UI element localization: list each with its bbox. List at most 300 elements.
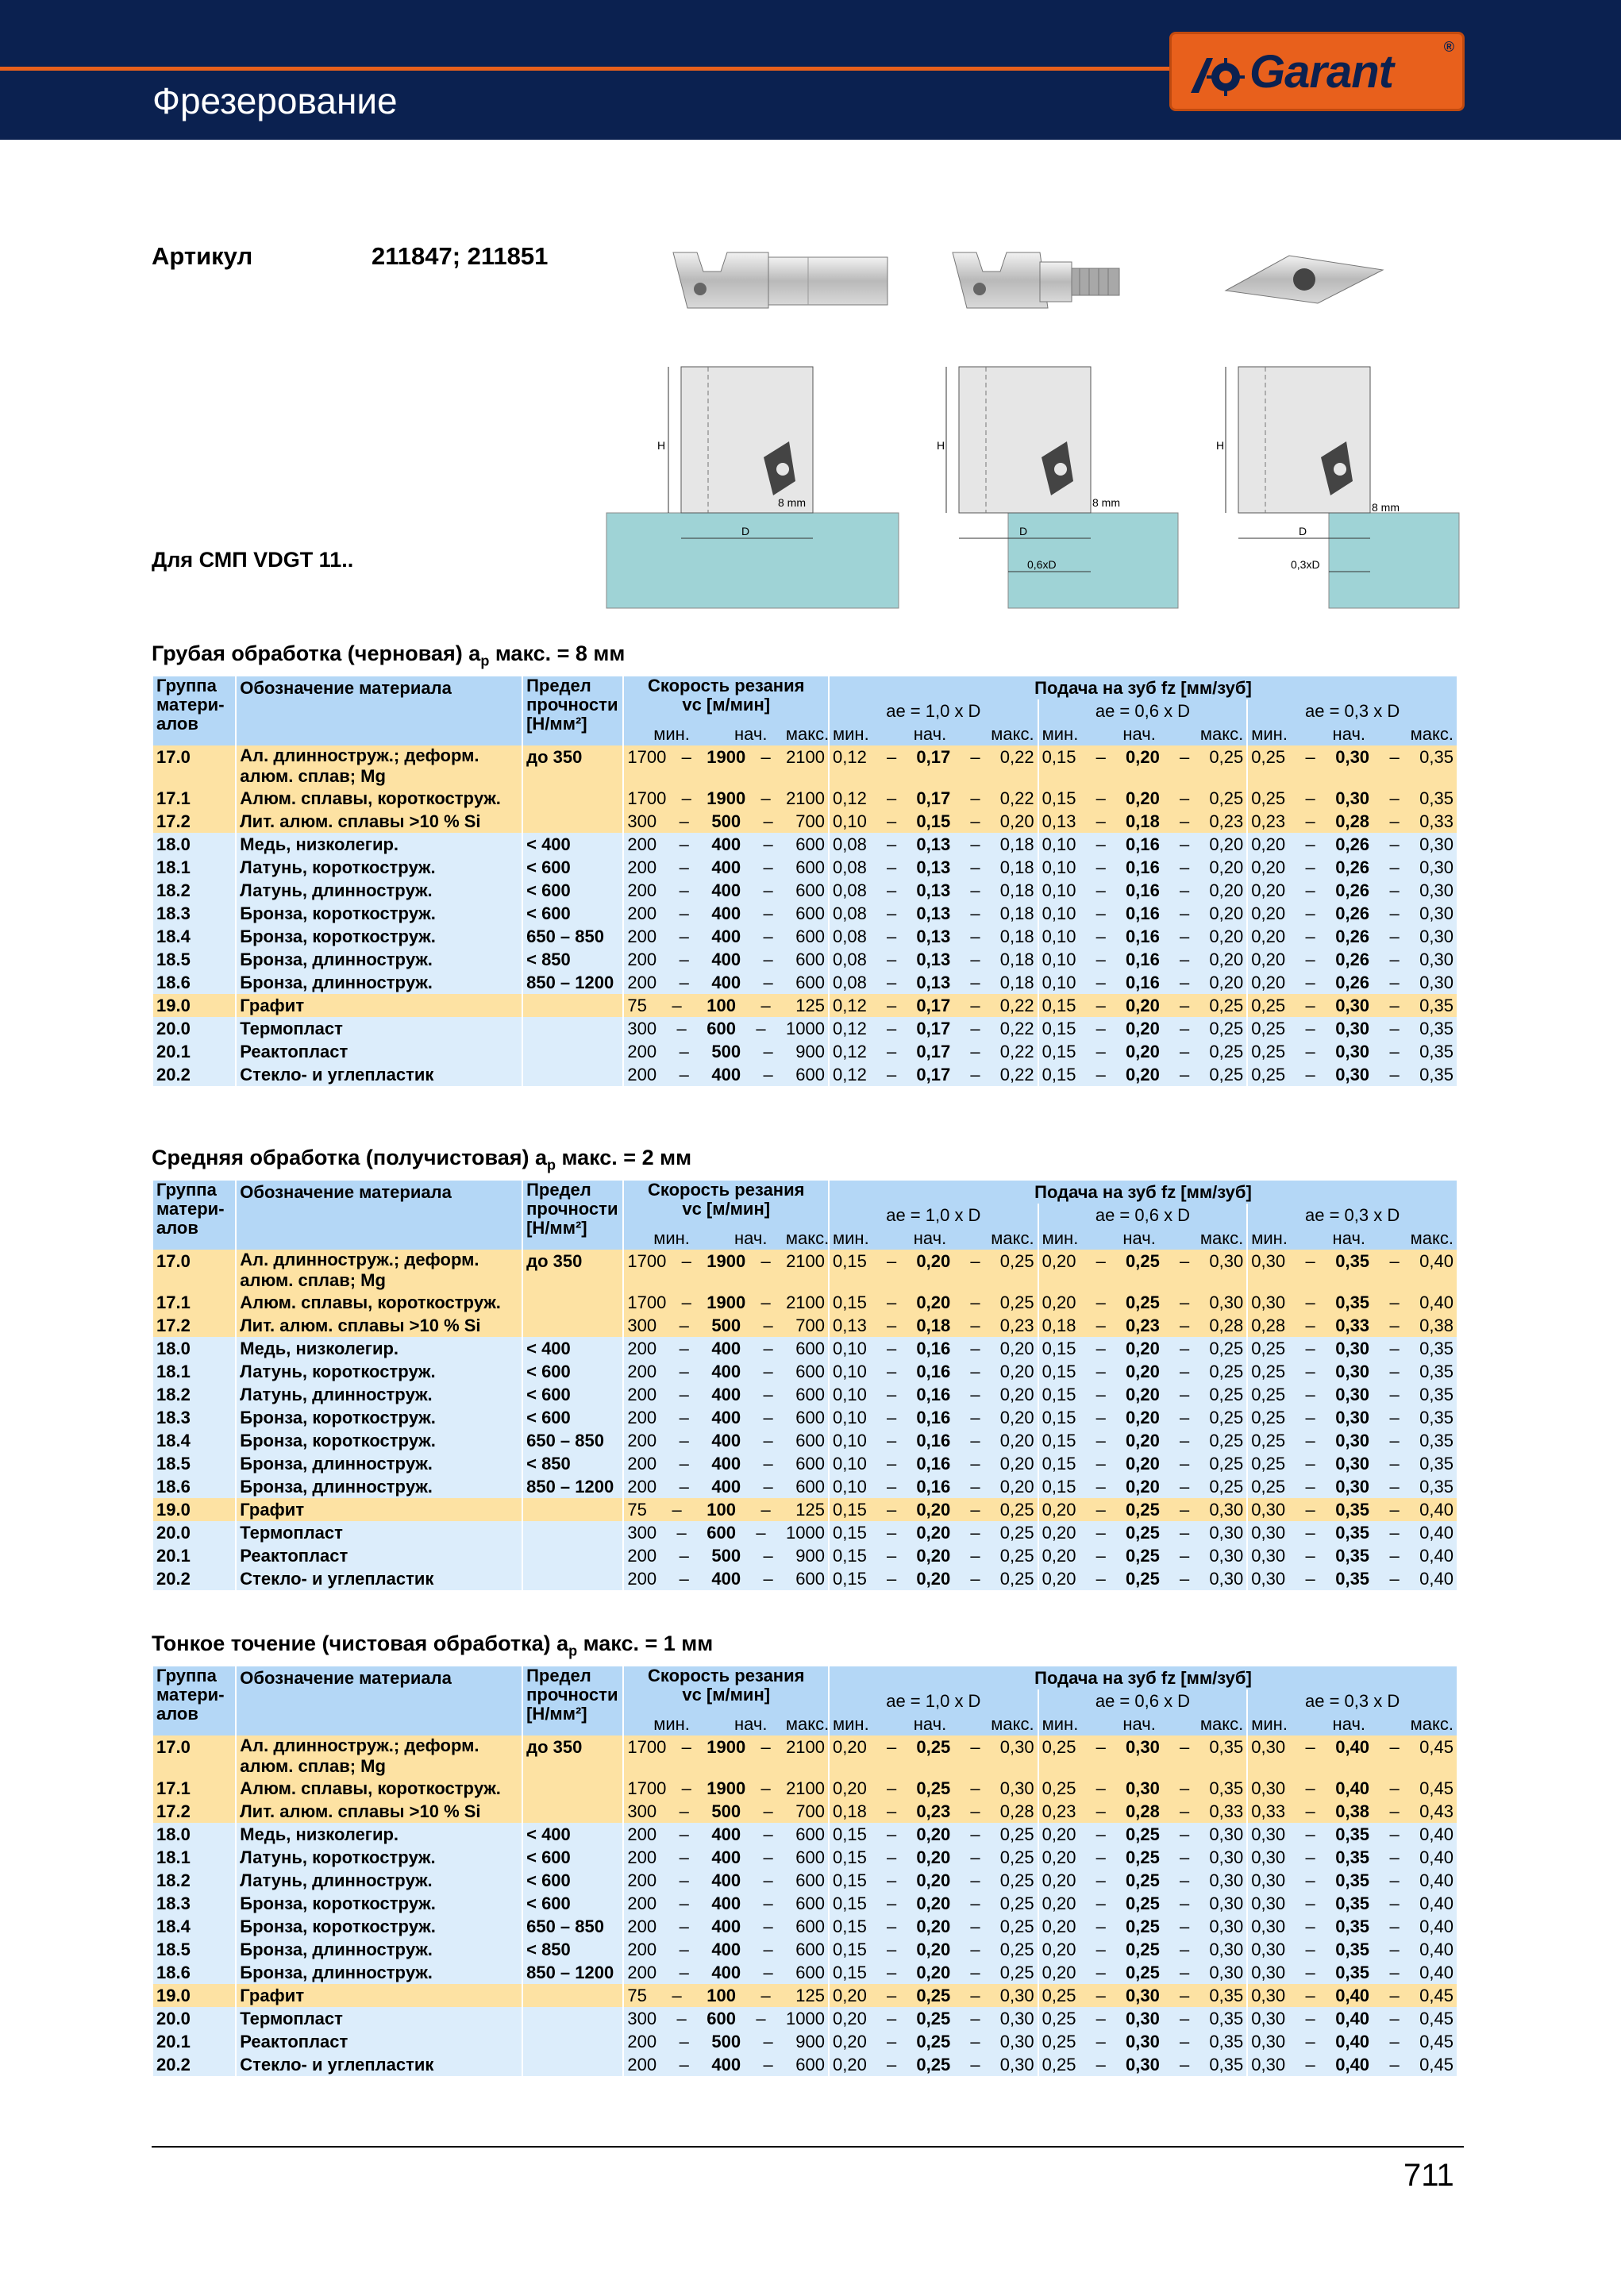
feed-per-tooth: 0,25 – 0,30 – 0,35: [1247, 1360, 1457, 1383]
feed-min: 0,20: [1042, 1893, 1076, 1913]
feed-start: 0,30: [1126, 1778, 1160, 1798]
diagram-d-label: D: [741, 525, 750, 537]
feed-max: 0,40: [1419, 1917, 1454, 1936]
feed-min: 0,20: [833, 2009, 867, 2028]
speed-start: 400: [711, 1917, 741, 1936]
material-group: 18.6: [153, 1961, 236, 1984]
feed-start: 0,20: [1126, 1454, 1160, 1474]
table-header-row: [153, 676, 1457, 699]
material-name: Бронза, короткострyж.: [236, 1406, 522, 1429]
material-strength: до 350: [522, 1735, 623, 1777]
material-group: 17.1: [153, 1777, 236, 1800]
feed-per-tooth: 0,10 – 0,16 – 0,20: [829, 1337, 1038, 1360]
feed-per-tooth: 0,15 – 0,20 – 0,25: [829, 1521, 1038, 1544]
feed-min: 0,15: [833, 1251, 867, 1271]
feed-max: 0,25: [999, 1824, 1034, 1844]
feed-per-tooth: 0,10 – 0,16 – 0,20: [1038, 971, 1248, 994]
material-name: Термопласт: [236, 1017, 522, 1040]
feed-per-tooth: 0,18 – 0,23 – 0,28: [829, 1800, 1038, 1823]
material-strength: < 400: [522, 1337, 623, 1360]
speed-max: 900: [795, 1546, 825, 1566]
speed-max: 600: [795, 926, 825, 946]
table-row: [153, 1938, 1457, 1961]
speed-start: 400: [711, 1847, 741, 1867]
feed-start: 0,30: [1335, 1362, 1370, 1381]
header-feed-group: ae = 1,0 x D: [829, 699, 1038, 722]
feed-min: 0,15: [1042, 1431, 1076, 1450]
feed-per-tooth: 0,25 – 0,30 – 0,35: [1247, 1040, 1457, 1063]
feed-start: 0,25: [1126, 1523, 1160, 1543]
cutting-speed: 1700 – 1900 – 2100: [623, 745, 829, 787]
speed-max: 600: [795, 834, 825, 854]
header-feed-group: ae = 0,3 x D: [1247, 1204, 1457, 1227]
feed-start: 0,25: [1126, 1893, 1160, 1913]
feed-min: 0,18: [833, 1801, 867, 1821]
material-group: 18.3: [153, 1406, 236, 1429]
feed-min: 0,12: [833, 788, 867, 808]
feed-per-tooth: 0,08 – 0,13 – 0,18: [829, 879, 1038, 902]
material-group: 17.1: [153, 787, 236, 810]
table-row: [153, 856, 1457, 879]
feed-per-tooth: 0,30 – 0,35 – 0,40: [1247, 1567, 1457, 1590]
garant-logo-text: Garant: [1249, 46, 1393, 98]
material-name: Термопласт: [236, 1521, 522, 1544]
material-name: Бронза, длиннострyж.: [236, 948, 522, 971]
feed-max: 0,35: [1419, 1362, 1454, 1381]
header-feed-group: ae = 1,0 x D: [829, 1204, 1038, 1227]
feed-min: 0,12: [833, 747, 867, 767]
material-name: Латунь, длиннострyж.: [236, 879, 522, 902]
feed-max: 0,40: [1419, 1292, 1454, 1312]
feed-per-tooth: 0,20 – 0,25 – 0,30: [1038, 1250, 1248, 1291]
material-name: Латунь, короткострyж.: [236, 1846, 522, 1869]
feed-max: 0,35: [1419, 1454, 1454, 1474]
speed-max: 700: [795, 811, 825, 831]
feed-per-tooth: 0,10 – 0,16 – 0,20: [1038, 902, 1248, 925]
feed-max: 0,40: [1419, 1546, 1454, 1566]
feed-min: 0,15: [833, 1963, 867, 1982]
feed-per-tooth: 0,15 – 0,20 – 0,25: [1038, 1360, 1248, 1383]
table-row: [153, 2053, 1457, 2076]
header-feed: Подача на зуб fz [мм/зуб]: [829, 1181, 1457, 1204]
feed-max: 0,18: [999, 973, 1034, 992]
feed-max: 0,40: [1419, 1251, 1454, 1271]
feed-min: 0,15: [1042, 996, 1076, 1015]
material-name: Бронза, короткострyж.: [236, 925, 522, 948]
material-group: 18.5: [153, 1452, 236, 1475]
material-name: Бронза, короткострyж.: [236, 1915, 522, 1938]
feed-per-tooth: 0,25 – 0,30 – 0,35: [1038, 2053, 1248, 2076]
feed-max: 0,22: [999, 1019, 1034, 1038]
feed-max: 0,25: [999, 1546, 1034, 1566]
feed-min: 0,25: [1251, 996, 1286, 1015]
feed-per-tooth: 0,15 – 0,20 – 0,25: [829, 1823, 1038, 1846]
diagram-depth-label: 8 mm: [778, 496, 806, 509]
feed-min: 0,30: [1251, 1778, 1286, 1798]
feed-min: 0,20: [1251, 880, 1286, 900]
cutting-speed: 200 – 400 – 600: [623, 1938, 829, 1961]
feed-start: 0,20: [1126, 1362, 1160, 1381]
feed-per-tooth: 0,25 – 0,30 – 0,35: [1247, 1017, 1457, 1040]
material-strength: 650 – 850: [522, 1915, 623, 1938]
speed-max: 600: [795, 1917, 825, 1936]
diagram-03d-width: [1211, 362, 1461, 610]
feed-per-tooth: 0,10 – 0,16 – 0,20: [829, 1383, 1038, 1406]
feed-start: 0,30: [1335, 1454, 1370, 1474]
feed-min: 0,20: [1042, 1251, 1076, 1271]
feed-max: 0,40: [1419, 1870, 1454, 1890]
material-strength: < 600: [522, 856, 623, 879]
speed-max: 600: [795, 1362, 825, 1381]
table-row: [153, 1250, 1457, 1291]
material-strength: < 600: [522, 1406, 623, 1429]
header-feed-group: ae = 0,3 x D: [1247, 699, 1457, 722]
header-feed-cols: мин. нач. макс.: [1247, 1227, 1457, 1250]
feed-per-tooth: 0,10 – 0,16 – 0,20: [1038, 925, 1248, 948]
feed-per-tooth: 0,12 – 0,17 – 0,22: [829, 1063, 1038, 1086]
header-material: Обозначение материала: [236, 676, 522, 745]
cutting-speed: 200 – 400 – 600: [623, 902, 829, 925]
material-strength: < 850: [522, 948, 623, 971]
feed-per-tooth: 0,13 – 0,18 – 0,23: [1038, 810, 1248, 833]
feed-min: 0,15: [1042, 1042, 1076, 1061]
feed-per-tooth: 0,20 – 0,25 – 0,30: [1038, 1544, 1248, 1567]
feed-max: 0,30: [1419, 903, 1454, 923]
feed-per-tooth: 0,30 – 0,40 – 0,45: [1247, 2030, 1457, 2053]
feed-min: 0,30: [1251, 1500, 1286, 1520]
feed-min: 0,20: [1042, 1963, 1076, 1982]
speed-min: 200: [627, 1042, 657, 1061]
feed-per-tooth: 0,25 – 0,30 – 0,35: [1247, 994, 1457, 1017]
feed-max: 0,20: [1209, 857, 1244, 877]
feed-min: 0,20: [833, 2032, 867, 2051]
material-group: 17.0: [153, 745, 236, 787]
cutting-speed: 75 – 100 – 125: [623, 1984, 829, 2007]
feed-start: 0,18: [1126, 811, 1160, 831]
feed-start: 0,40: [1335, 1737, 1370, 1757]
speed-max: 125: [795, 996, 826, 1015]
feed-max: 0,30: [1209, 1940, 1244, 1959]
header-speed-col: нач.: [719, 722, 783, 745]
feed-per-tooth: 0,08 – 0,13 – 0,18: [829, 971, 1038, 994]
cutting-speed: 300 – 600 – 1000: [623, 2007, 829, 2030]
material-group: 17.0: [153, 1250, 236, 1291]
material-group: 17.0: [153, 1735, 236, 1777]
speed-start: 600: [707, 1019, 736, 1038]
speed-start: 1900: [707, 1778, 746, 1798]
material-name: Стекло- и углепластик: [236, 2053, 522, 2076]
speed-start: 400: [711, 1569, 741, 1589]
feed-start: 0,35: [1335, 1940, 1370, 1959]
feed-per-tooth: 0,10 – 0,16 – 0,20: [1038, 879, 1248, 902]
feed-start: 0,25: [1126, 1824, 1160, 1844]
cutting-speed: 200 – 400 – 600: [623, 2053, 829, 2076]
feed-start: 0,13: [916, 880, 951, 900]
speed-start: 400: [711, 973, 741, 992]
speed-max: 600: [795, 1940, 825, 1959]
speed-min: 1700: [627, 1251, 667, 1271]
material-group: 18.2: [153, 879, 236, 902]
section-title-roughing: Грубая обработка (черновая) $a_p$ макс. = 8 мм: [152, 641, 626, 669]
material-group: 17.2: [153, 1314, 236, 1337]
feed-max: 0,33: [1419, 811, 1454, 831]
feed-per-tooth: 0,20 – 0,26 – 0,30: [1247, 833, 1457, 856]
feed-start: 0,20: [916, 1824, 951, 1844]
header-speed-col: мин.: [623, 722, 718, 745]
material-name: Лит. алюм. сплавы >10 % Si: [236, 1314, 522, 1337]
feed-max: 0,18: [999, 834, 1034, 854]
speed-min: 200: [627, 1870, 657, 1890]
feed-max: 0,35: [1419, 747, 1454, 767]
feed-min: 0,20: [1251, 834, 1286, 854]
cutting-speed: 200 – 400 – 600: [623, 1452, 829, 1475]
feed-max: 0,25: [999, 1963, 1034, 1982]
feed-start: 0,16: [916, 1362, 951, 1381]
speed-min: 200: [627, 1065, 657, 1084]
header-speed-col: мин.: [623, 1712, 718, 1735]
cutting-speed: 300 – 500 – 700: [623, 810, 829, 833]
table-row: [153, 1406, 1457, 1429]
feed-per-tooth: 0,15 – 0,20 – 0,25: [829, 1915, 1038, 1938]
feed-max: 0,20: [1209, 834, 1244, 854]
cutting-speed: 200 – 400 – 600: [623, 833, 829, 856]
feed-start: 0,30: [1335, 1408, 1370, 1427]
feed-start: 0,16: [916, 1477, 951, 1497]
feed-per-tooth: 0,15 – 0,20 – 0,25: [1038, 1429, 1248, 1452]
end-mill-tool-image: [665, 248, 889, 319]
speed-start: 400: [711, 1940, 741, 1959]
header-feed-cols: мин. нач. макс.: [1038, 1227, 1248, 1250]
speed-max: 900: [795, 1042, 825, 1061]
speed-max: 1000: [786, 1019, 825, 1038]
feed-per-tooth: 0,20 – 0,25 – 0,30: [829, 2007, 1038, 2030]
feed-start: 0,26: [1335, 880, 1370, 900]
speed-start: 1900: [707, 1251, 746, 1271]
header-feed-cols: мин. нач. макс.: [829, 1712, 1038, 1735]
diagram-h-label: H: [1216, 439, 1225, 452]
feed-min: 0,30: [1251, 1986, 1286, 2005]
feed-min: 0,15: [833, 1546, 867, 1566]
feed-per-tooth: 0,13 – 0,18 – 0,23: [829, 1314, 1038, 1337]
feed-per-tooth: 0,25 – 0,30 – 0,35: [1247, 787, 1457, 810]
feed-max: 0,20: [1209, 926, 1244, 946]
garant-logo: [1169, 32, 1465, 111]
header-feed-group: ae = 0,6 x D: [1038, 699, 1248, 722]
feed-start: 0,26: [1335, 973, 1370, 992]
speed-min: 200: [627, 1454, 657, 1474]
feed-max: 0,25: [999, 1569, 1034, 1589]
cutting-table-finishing: [153, 1666, 1457, 2076]
speed-max: 2100: [786, 747, 826, 767]
speed-start: 400: [711, 926, 741, 946]
cutting-speed: 200 – 400 – 600: [623, 1429, 829, 1452]
feed-per-tooth: 0,15 – 0,20 – 0,25: [1038, 994, 1248, 1017]
diagram-d-label: D: [1019, 525, 1028, 537]
feed-max: 0,25: [999, 1251, 1034, 1271]
feed-min: 0,08: [833, 880, 867, 900]
feed-start: 0,16: [916, 1454, 951, 1474]
feed-max: 0,28: [1209, 1316, 1244, 1335]
speed-min: 200: [627, 973, 657, 992]
speed-min: 200: [627, 903, 657, 923]
feed-max: 0,35: [1419, 1019, 1454, 1038]
feed-min: 0,23: [1251, 811, 1286, 831]
material-name: Ал. длиннострyж.; деформ. алюм. сплав; Mg: [236, 1735, 522, 1777]
material-name: Графит: [236, 1984, 522, 2007]
material-group: 18.1: [153, 1846, 236, 1869]
feed-per-tooth: 0,30 – 0,35 – 0,40: [1247, 1544, 1457, 1567]
speed-max: 600: [795, 2055, 825, 2074]
feed-start: 0,25: [916, 2032, 951, 2051]
feed-per-tooth: 0,15 – 0,20 – 0,25: [829, 1291, 1038, 1314]
feed-max: 0,25: [1209, 996, 1244, 1015]
speed-max: 125: [795, 1500, 826, 1520]
feed-min: 0,25: [1251, 1042, 1286, 1061]
speed-min: 1700: [627, 788, 667, 808]
feed-min: 0,30: [1251, 1569, 1286, 1589]
feed-start: 0,20: [916, 1523, 951, 1543]
feed-max: 0,28: [999, 1801, 1034, 1821]
feed-min: 0,20: [1042, 1569, 1076, 1589]
feed-max: 0,30: [999, 1778, 1034, 1798]
feed-start: 0,20: [916, 1251, 951, 1271]
speed-start: 100: [707, 1500, 736, 1520]
speed-min: 300: [627, 1316, 657, 1335]
feed-max: 0,23: [999, 1316, 1034, 1335]
feed-min: 0,08: [833, 926, 867, 946]
feed-per-tooth: 0,20 – 0,26 – 0,30: [1247, 879, 1457, 902]
feed-start: 0,17: [916, 788, 951, 808]
feed-min: 0,25: [1251, 1362, 1286, 1381]
speed-min: 300: [627, 1523, 657, 1543]
material-group: 17.2: [153, 810, 236, 833]
speed-min: 300: [627, 1019, 657, 1038]
feed-start: 0,30: [1126, 2055, 1160, 2074]
feed-min: 0,20: [1251, 973, 1286, 992]
cutting-speed: 75 – 100 – 125: [623, 1498, 829, 1521]
feed-start: 0,25: [1126, 1500, 1160, 1520]
material-group: 18.5: [153, 948, 236, 971]
feed-min: 0,20: [1042, 1546, 1076, 1566]
speed-start: 400: [711, 1824, 741, 1844]
feed-min: 0,30: [1251, 1870, 1286, 1890]
feed-min: 0,20: [1042, 1500, 1076, 1520]
feed-per-tooth: 0,15 – 0,20 – 0,25: [829, 1544, 1038, 1567]
feed-per-tooth: 0,30 – 0,35 – 0,40: [1247, 1938, 1457, 1961]
feed-per-tooth: 0,15 – 0,20 – 0,25: [829, 1250, 1038, 1291]
material-group: 18.0: [153, 1823, 236, 1846]
material-group: 18.5: [153, 1938, 236, 1961]
material-group: 20.1: [153, 1544, 236, 1567]
feed-min: 0,20: [1042, 1824, 1076, 1844]
material-group: 19.0: [153, 1498, 236, 1521]
feed-max: 0,30: [1419, 926, 1454, 946]
feed-per-tooth: 0,12 – 0,17 – 0,22: [829, 1040, 1038, 1063]
speed-start: 400: [711, 1963, 741, 1982]
table-header-row: [153, 1181, 1457, 1204]
feed-min: 0,30: [1251, 1546, 1286, 1566]
table-row: [153, 948, 1457, 971]
feed-per-tooth: 0,20 – 0,25 – 0,30: [1038, 1938, 1248, 1961]
feed-min: 0,20: [1042, 1523, 1076, 1543]
header-feed-cols: мин. нач. макс.: [829, 722, 1038, 745]
feed-min: 0,30: [1251, 1940, 1286, 1959]
feed-per-tooth: 0,18 – 0,23 – 0,28: [1038, 1314, 1248, 1337]
feed-min: 0,30: [1251, 1251, 1286, 1271]
table-row: [153, 1567, 1457, 1590]
feed-per-tooth: 0,10 – 0,16 – 0,20: [829, 1475, 1038, 1498]
diagram-depth-label: 8 mm: [1092, 496, 1120, 509]
cutting-speed: 200 – 400 – 600: [623, 879, 829, 902]
table-row: [153, 1521, 1457, 1544]
feed-min: 0,25: [1251, 1454, 1286, 1474]
feed-per-tooth: 0,10 – 0,16 – 0,20: [829, 1452, 1038, 1475]
feed-min: 0,25: [1251, 1339, 1286, 1358]
feed-start: 0,20: [1126, 1477, 1160, 1497]
speed-min: 200: [627, 1847, 657, 1867]
feed-min: 0,15: [1042, 1408, 1076, 1427]
feed-max: 0,25: [1209, 1042, 1244, 1061]
speed-start: 100: [707, 1986, 736, 2005]
feed-min: 0,30: [1251, 2009, 1286, 2028]
feed-min: 0,10: [833, 1362, 867, 1381]
table-row: [153, 925, 1457, 948]
feed-per-tooth: 0,30 – 0,35 – 0,40: [1247, 1521, 1457, 1544]
feed-per-tooth: 0,20 – 0,25 – 0,30: [1038, 1961, 1248, 1984]
feed-per-tooth: 0,15 – 0,20 – 0,25: [829, 1567, 1038, 1590]
feed-min: 0,30: [1251, 1292, 1286, 1312]
cutting-speed: 300 – 500 – 700: [623, 1314, 829, 1337]
feed-max: 0,20: [999, 1385, 1034, 1404]
speed-start: 400: [711, 1339, 741, 1358]
feed-max: 0,25: [1209, 747, 1244, 767]
feed-per-tooth: 0,25 – 0,30 – 0,35: [1247, 1337, 1457, 1360]
cutting-table-semifinishing: [153, 1181, 1457, 1590]
header-speed: Скорость резания vc [м/мин]: [623, 1181, 829, 1227]
feed-per-tooth: 0,30 – 0,35 – 0,40: [1247, 1846, 1457, 1869]
material-strength: [522, 2053, 623, 2076]
feed-min: 0,10: [833, 1454, 867, 1474]
feed-max: 0,45: [1419, 1737, 1454, 1757]
feed-min: 0,12: [833, 996, 867, 1015]
feed-start: 0,13: [916, 857, 951, 877]
material-strength: < 400: [522, 1823, 623, 1846]
material-strength: [522, 2030, 623, 2053]
feed-start: 0,16: [916, 1408, 951, 1427]
feed-max: 0,30: [999, 2009, 1034, 2028]
feed-min: 0,10: [1042, 926, 1076, 946]
feed-min: 0,15: [1042, 1477, 1076, 1497]
feed-per-tooth: 0,10 – 0,16 – 0,20: [829, 1429, 1038, 1452]
material-name: Стекло- и углепластик: [236, 1567, 522, 1590]
feed-max: 0,25: [999, 1940, 1034, 1959]
feed-min: 0,08: [833, 834, 867, 854]
feed-max: 0,40: [1419, 1500, 1454, 1520]
feed-min: 0,15: [833, 1569, 867, 1589]
material-strength: 850 – 1200: [522, 971, 623, 994]
feed-per-tooth: 0,20 – 0,25 – 0,30: [829, 1984, 1038, 2007]
speed-min: 200: [627, 857, 657, 877]
feed-start: 0,30: [1335, 1019, 1370, 1038]
feed-per-tooth: 0,15 – 0,20 – 0,25: [829, 1869, 1038, 1892]
material-name: Графит: [236, 994, 522, 1017]
feed-per-tooth: 0,20 – 0,25 – 0,30: [1038, 1498, 1248, 1521]
feed-per-tooth: 0,10 – 0,16 – 0,20: [829, 1406, 1038, 1429]
feed-max: 0,25: [999, 1500, 1034, 1520]
feed-max: 0,20: [999, 1477, 1034, 1497]
material-name: Лит. алюм. сплавы >10 % Si: [236, 810, 522, 833]
table-row: [153, 1892, 1457, 1915]
